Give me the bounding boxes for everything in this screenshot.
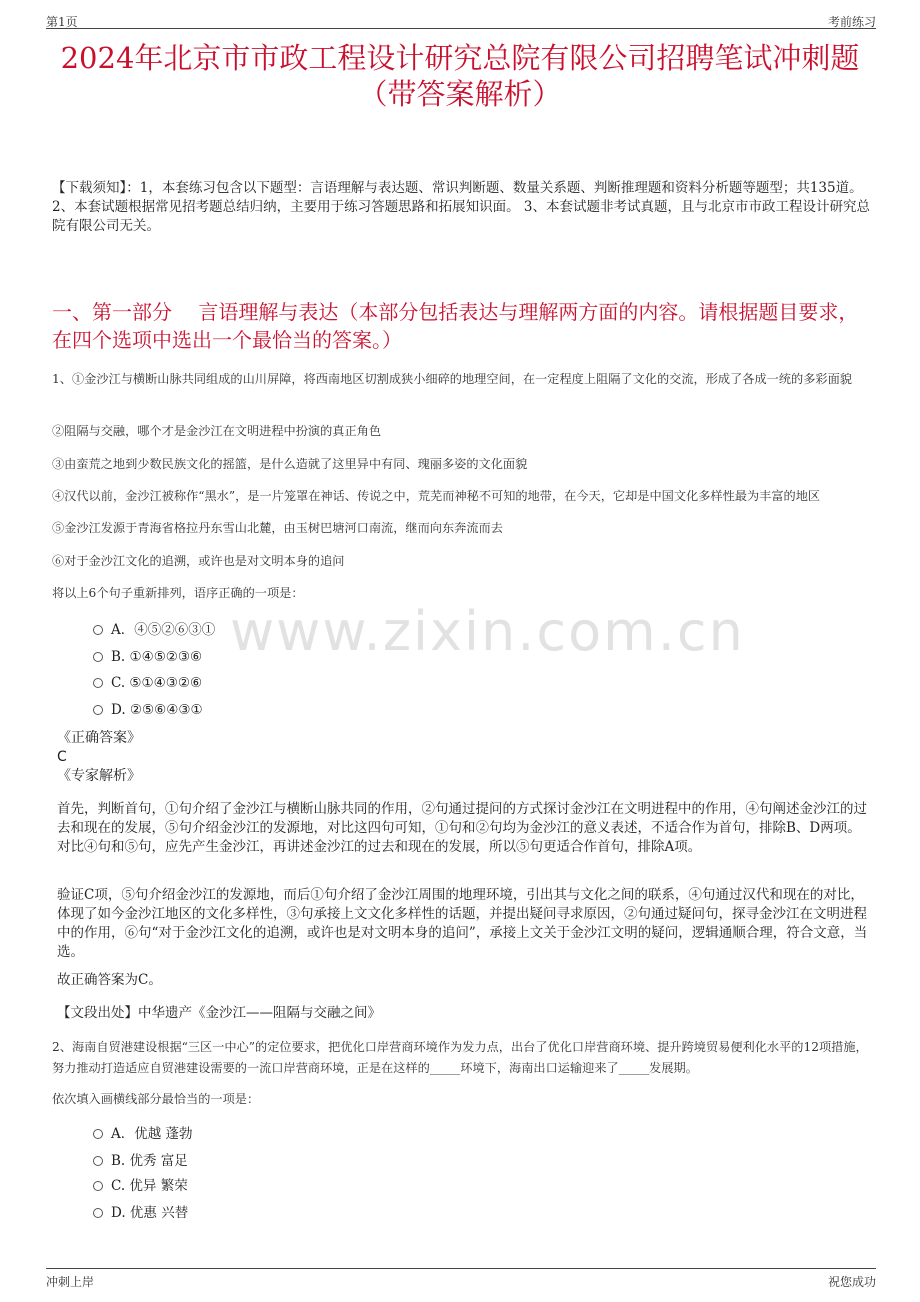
option-label: C. ⑤①④③②⑥ bbox=[111, 675, 203, 691]
option-label: A．④⑤②⑥③① bbox=[111, 622, 216, 638]
q1-option-d[interactable] bbox=[93, 700, 203, 720]
radio-icon[interactable] bbox=[93, 1208, 103, 1218]
radio-icon[interactable] bbox=[93, 1156, 103, 1166]
radio-icon[interactable] bbox=[93, 1181, 103, 1191]
analysis-paragraph-1: 首先，判断首句，①句介绍了金沙江与横断山脉共同的作用，②句通过提问的方式探讨金沙江在文明进程中的作用，④句阐述金沙江的过去和现在的发展，⑤句介绍金沙江的发源地，对比这四句可知，①句和②句均为金沙江的意义表述，不适合作为首句，排除B、D两项。对比④句和⑤句，应先产生金沙江，再讲述金沙江的过去和现在的发展，所以⑤句更适合作首句，排除A项。 bbox=[57, 801, 867, 855]
q1-option-b[interactable] bbox=[93, 647, 202, 667]
section-title: 一、第一部分 言语理解与表达（本部分包括表达与理解两方面的内容。请根据题目要求，在四个选项中选出一个最恰当的答案。） bbox=[52, 300, 859, 352]
q2-prompt: 依次填入画横线部分最恰当的一项是： bbox=[52, 1092, 260, 1106]
q1-sentence-6: ⑥对于金沙江文化的追溯，或许也是对文明本身的追问 bbox=[52, 554, 345, 568]
answer-value: C bbox=[57, 749, 67, 765]
radio-icon[interactable] bbox=[93, 652, 103, 662]
footer-right: 祝您成功 bbox=[827, 1275, 876, 1289]
title-line-1: 2024年北京市市政工程设计研究总院有限公司招聘笔试冲刺题 bbox=[60, 41, 860, 75]
option-label: A．优越 蓬勃 bbox=[111, 1126, 193, 1142]
option-label: D. 优惠 兴替 bbox=[111, 1205, 189, 1221]
q2-option-c[interactable] bbox=[93, 1176, 188, 1196]
option-label: C. 优异 繁荣 bbox=[111, 1178, 188, 1194]
q1-option-a[interactable] bbox=[93, 620, 215, 640]
q1-sentence-5: ⑤金沙江发源于青海省格拉丹东雪山北麓，由玉树巴塘河口南流，继而向东奔流而去 bbox=[52, 521, 503, 535]
option-label: D. ②⑤⑥④③① bbox=[111, 702, 203, 718]
download-notice: 【下载须知】：1，本套练习包含以下题型：言语理解与表达题、常识判断题、数量关系题、判断推理题和资料分析题等题型；共135道。 2、本套试题根据常见招考题总结归纳，主要用于练习答题思路和拓展知识面。 3、本套试题非考试真题，且与北京市市政工程设计研究总院有限公司无关。 bbox=[52, 180, 870, 234]
q1-sentence-4: ④汉代以前，金沙江被称作“黑水”，是一片笼罩在神话、传说之中，荒芜而神秘不可知的地带，在今天，它却是中国文化多样性最为丰富的地区 bbox=[52, 489, 821, 503]
option-label: B. 优秀 富足 bbox=[111, 1153, 188, 1169]
radio-icon[interactable] bbox=[93, 705, 103, 715]
q2-text: 2、海南自贸港建设根据“三区一中心”的定位要求，把优化口岸营商环境作为发力点，出台了优化口岸营商环境、提升跨境贸易便利化水平的12项措施，努力推动打造适应自贸港建设需要的一流口岸营商环境，正是在这样的_____环境下，海南出口运输迎来了_____发展期。 bbox=[52, 1040, 868, 1075]
q1-sentence-1: 1、①金沙江与横断山脉共同组成的山川屏障，将西南地区切割成狭小细碎的地理空间，在一定程度上阻隔了文化的交流，形成了各成一统的多彩面貌 bbox=[52, 372, 852, 386]
q2-option-b[interactable] bbox=[93, 1151, 188, 1171]
page-footer bbox=[46, 1268, 876, 1289]
source-note: 【文段出处】中华遗产《金沙江——阻隔与交融之间》 bbox=[57, 1005, 381, 1021]
watermark: www.zixin.com.cn bbox=[230, 600, 745, 663]
q1-sentence-2: ②阻隔与交融，哪个才是金沙江在文明进程中扮演的真正角色 bbox=[52, 424, 382, 438]
radio-icon[interactable] bbox=[93, 678, 103, 688]
option-label: B. ①④⑤②③⑥ bbox=[111, 649, 203, 665]
analysis-label: 《专家解析》 bbox=[57, 768, 141, 784]
analysis-conclusion: 故正确答案为C。 bbox=[57, 972, 162, 988]
q1-sentence-3: ③由蛮荒之地到少数民族文化的摇篮，是什么造就了这里异中有同、瑰丽多姿的文化面貌 bbox=[52, 457, 528, 471]
title-line-2: （带答案解析） bbox=[358, 77, 562, 111]
q1-option-c[interactable] bbox=[93, 673, 202, 693]
page-header bbox=[46, 10, 876, 29]
answer-label: 《正确答案》 bbox=[57, 730, 141, 746]
page-number: 第1页 bbox=[46, 15, 78, 29]
analysis-paragraph-2: 验证C项，⑤句介绍金沙江的发源地，而后①句介绍了金沙江周围的地理环境，引出其与文化之间的联系，④句通过汉代和现在的对比，体现了如今金沙江地区的文化多样性，③句承接上文文化多样性的话题，并提出疑问寻求原因，②句通过疑问句，探寻金沙江在文明进程中的作用，⑥句“对于金沙江文化的追溯，或许也是对文明本身的追问”，承接上文关于金沙江文明的疑问，逻辑通顺合理，符合文意，当选。 bbox=[57, 887, 868, 960]
q1-prompt: 将以上6个句子重新排列，语序正确的一项是： bbox=[52, 586, 304, 600]
q2-option-d[interactable] bbox=[93, 1203, 188, 1223]
header-tag: 考前练习 bbox=[827, 15, 876, 29]
q2-option-a[interactable] bbox=[93, 1124, 193, 1144]
radio-icon[interactable] bbox=[93, 1129, 103, 1139]
document-title bbox=[40, 40, 880, 112]
radio-icon[interactable] bbox=[93, 625, 103, 635]
footer-left: 冲刺上岸 bbox=[46, 1275, 95, 1289]
